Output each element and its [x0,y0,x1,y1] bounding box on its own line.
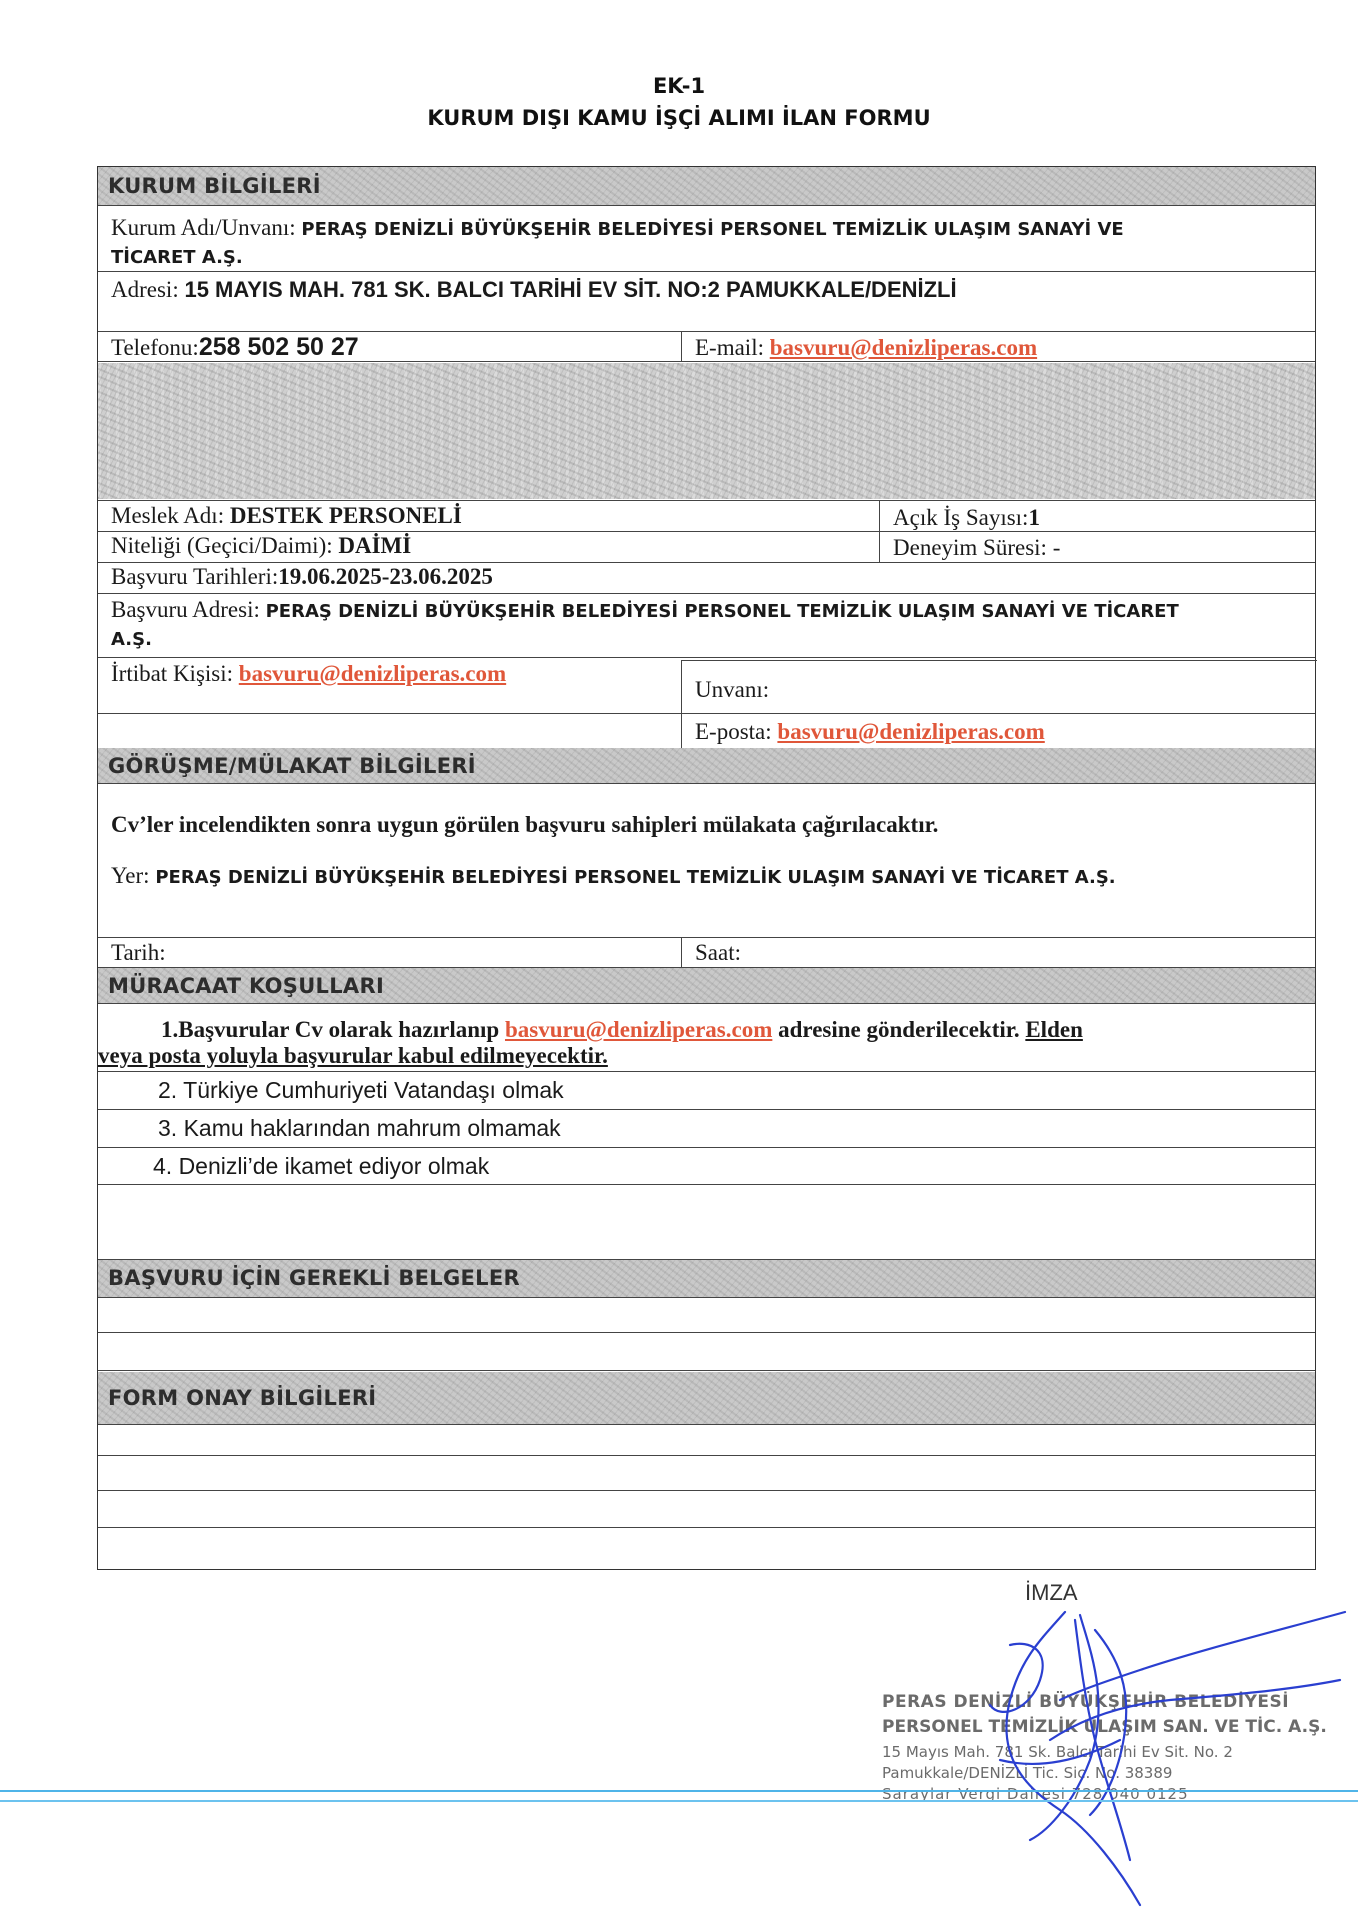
scan-line-2 [0,1800,1358,1802]
profession-value: DESTEK PERSONELİ [229,503,462,528]
stamp-line-5: Saraylar Vergi Dairesi 728 040 0125 [882,1785,1189,1803]
document-code: EK-1 [652,74,706,98]
scan-line-1 [0,1790,1358,1792]
profession-label: Meslek Adı: [111,503,230,528]
application-address-label: Başvuru Adresi: [111,597,266,622]
condition-1-middle: adresine gönderilecektir. [772,1017,1026,1042]
signature-label: İMZA [1025,1580,1078,1605]
condition-item-2: 2. Türkiye Cumhuriyeti Vatandaşı olmak [158,1077,564,1103]
contact-eposta-label: E-posta: [695,719,778,744]
document-title: KURUM DIŞI KAMU İŞÇİ ALIMI İLAN FORMU [427,106,931,130]
condition-item-3: 3. Kamu haklarından mahrum olmamak [158,1115,561,1141]
application-dates-value: 19.06.2025-23.06.2025 [278,564,493,589]
contact-person-label: İrtibat Kişisi: [111,661,239,686]
employment-type-value: DAİMİ [338,533,412,558]
openings-value: 1 [1028,505,1040,530]
stamp-line-4: Pamukkale/DENİZLİ Tic. Sic. No. 38389 [882,1764,1173,1782]
employment-type-label: Niteliği (Geçici/Daimi): [111,533,339,558]
email-link[interactable]: basvuru@denizliperas.com [769,335,1038,360]
condition-1-email-link[interactable]: basvuru@denizliperas.com [504,1017,773,1042]
institution-name-value-cont: TİCARET A.Ş. [111,247,243,268]
interview-note: Cv’ler incelendikten sonra uygun görülen başvuru sahipleri mülakata çağırılacaktır. [111,812,939,837]
contact-eposta-link[interactable]: basvuru@denizliperas.com [777,719,1045,744]
section-title-conditions: MÜRACAAT KOŞULLARI [108,973,385,998]
condition-1-prefix: 1.Başvurular Cv olarak hazırlanıp [161,1017,505,1042]
section-title-approval: FORM ONAY BİLGİLERİ [108,1386,377,1410]
section-title-documents: BAŞVURU İÇİN GEREKLİ BELGELER [108,1266,520,1290]
email-label: E-mail: [695,335,770,360]
interview-time-label: Saat: [695,940,741,965]
condition-1-underline-start: Elden [1025,1017,1083,1042]
stamp-line-2: PERSONEL TEMİZLİK ULAŞIM SAN. VE TİC. A.Ş. [882,1717,1327,1737]
institution-name-value: PERAŞ DENİZLİ BÜYÜKŞEHİR BELEDİYESİ PERSONEL TEMİZLİK ULAŞIM SANAYİ VE [301,219,1124,240]
application-address-value: PERAŞ DENİZLİ BÜYÜKŞEHİR BELEDİYESİ PERSONEL TEMİZLİK ULAŞIM SANAYİ VE TİCARET [265,601,1179,622]
condition-1-underline-end: veya posta yoluyla başvurular kabul edilmeyecektir. [98,1043,608,1068]
section-title-kurum: KURUM BİLGİLERİ [108,174,321,198]
institution-name-label: Kurum Adı/Unvanı: [111,215,302,240]
interview-date-label: Tarih: [111,940,166,965]
condition-item-4: 4. Denizli’de ikamet ediyor olmak [153,1153,490,1179]
application-dates-label: Başvuru Tarihleri: [111,564,279,589]
interview-place-value: PERAŞ DENİZLİ BÜYÜKŞEHİR BELEDİYESİ PERSONEL TEMİZLİK ULAŞIM SANAYİ VE TİCARET A.Ş. [155,867,1116,888]
contact-person-link[interactable]: basvuru@denizliperas.com [238,661,507,686]
stamp-line-1: PERAS DENİZLİ BÜYÜKŞEHİR BELEDİYESİ [882,1692,1290,1712]
stamp-line-3: 15 Mayıs Mah. 781 Sk. Balcı Tarihi Ev Sit. No. 2 [882,1743,1233,1761]
institution-address-value: 15 MAYIS MAH. 781 SK. BALCI TARİHİ EV SİT. NO:2 PAMUKKALE/DENİZLİ [184,277,957,302]
phone-label: Telefonu: [111,335,199,360]
interview-place-label: Yer: [111,863,156,888]
experience-field: Deneyim Süresi: - [893,535,1061,560]
openings-label: Açık İş Sayısı: [893,505,1029,530]
application-address-value-cont: A.Ş. [111,629,152,650]
section-title-interview: GÖRÜŞME/MÜLAKAT BİLGİLERİ [108,753,476,778]
phone-value: 258 502 50 27 [198,333,359,361]
contact-title-label: Unvanı: [695,677,770,702]
institution-address-label: Adresi: [111,277,185,302]
